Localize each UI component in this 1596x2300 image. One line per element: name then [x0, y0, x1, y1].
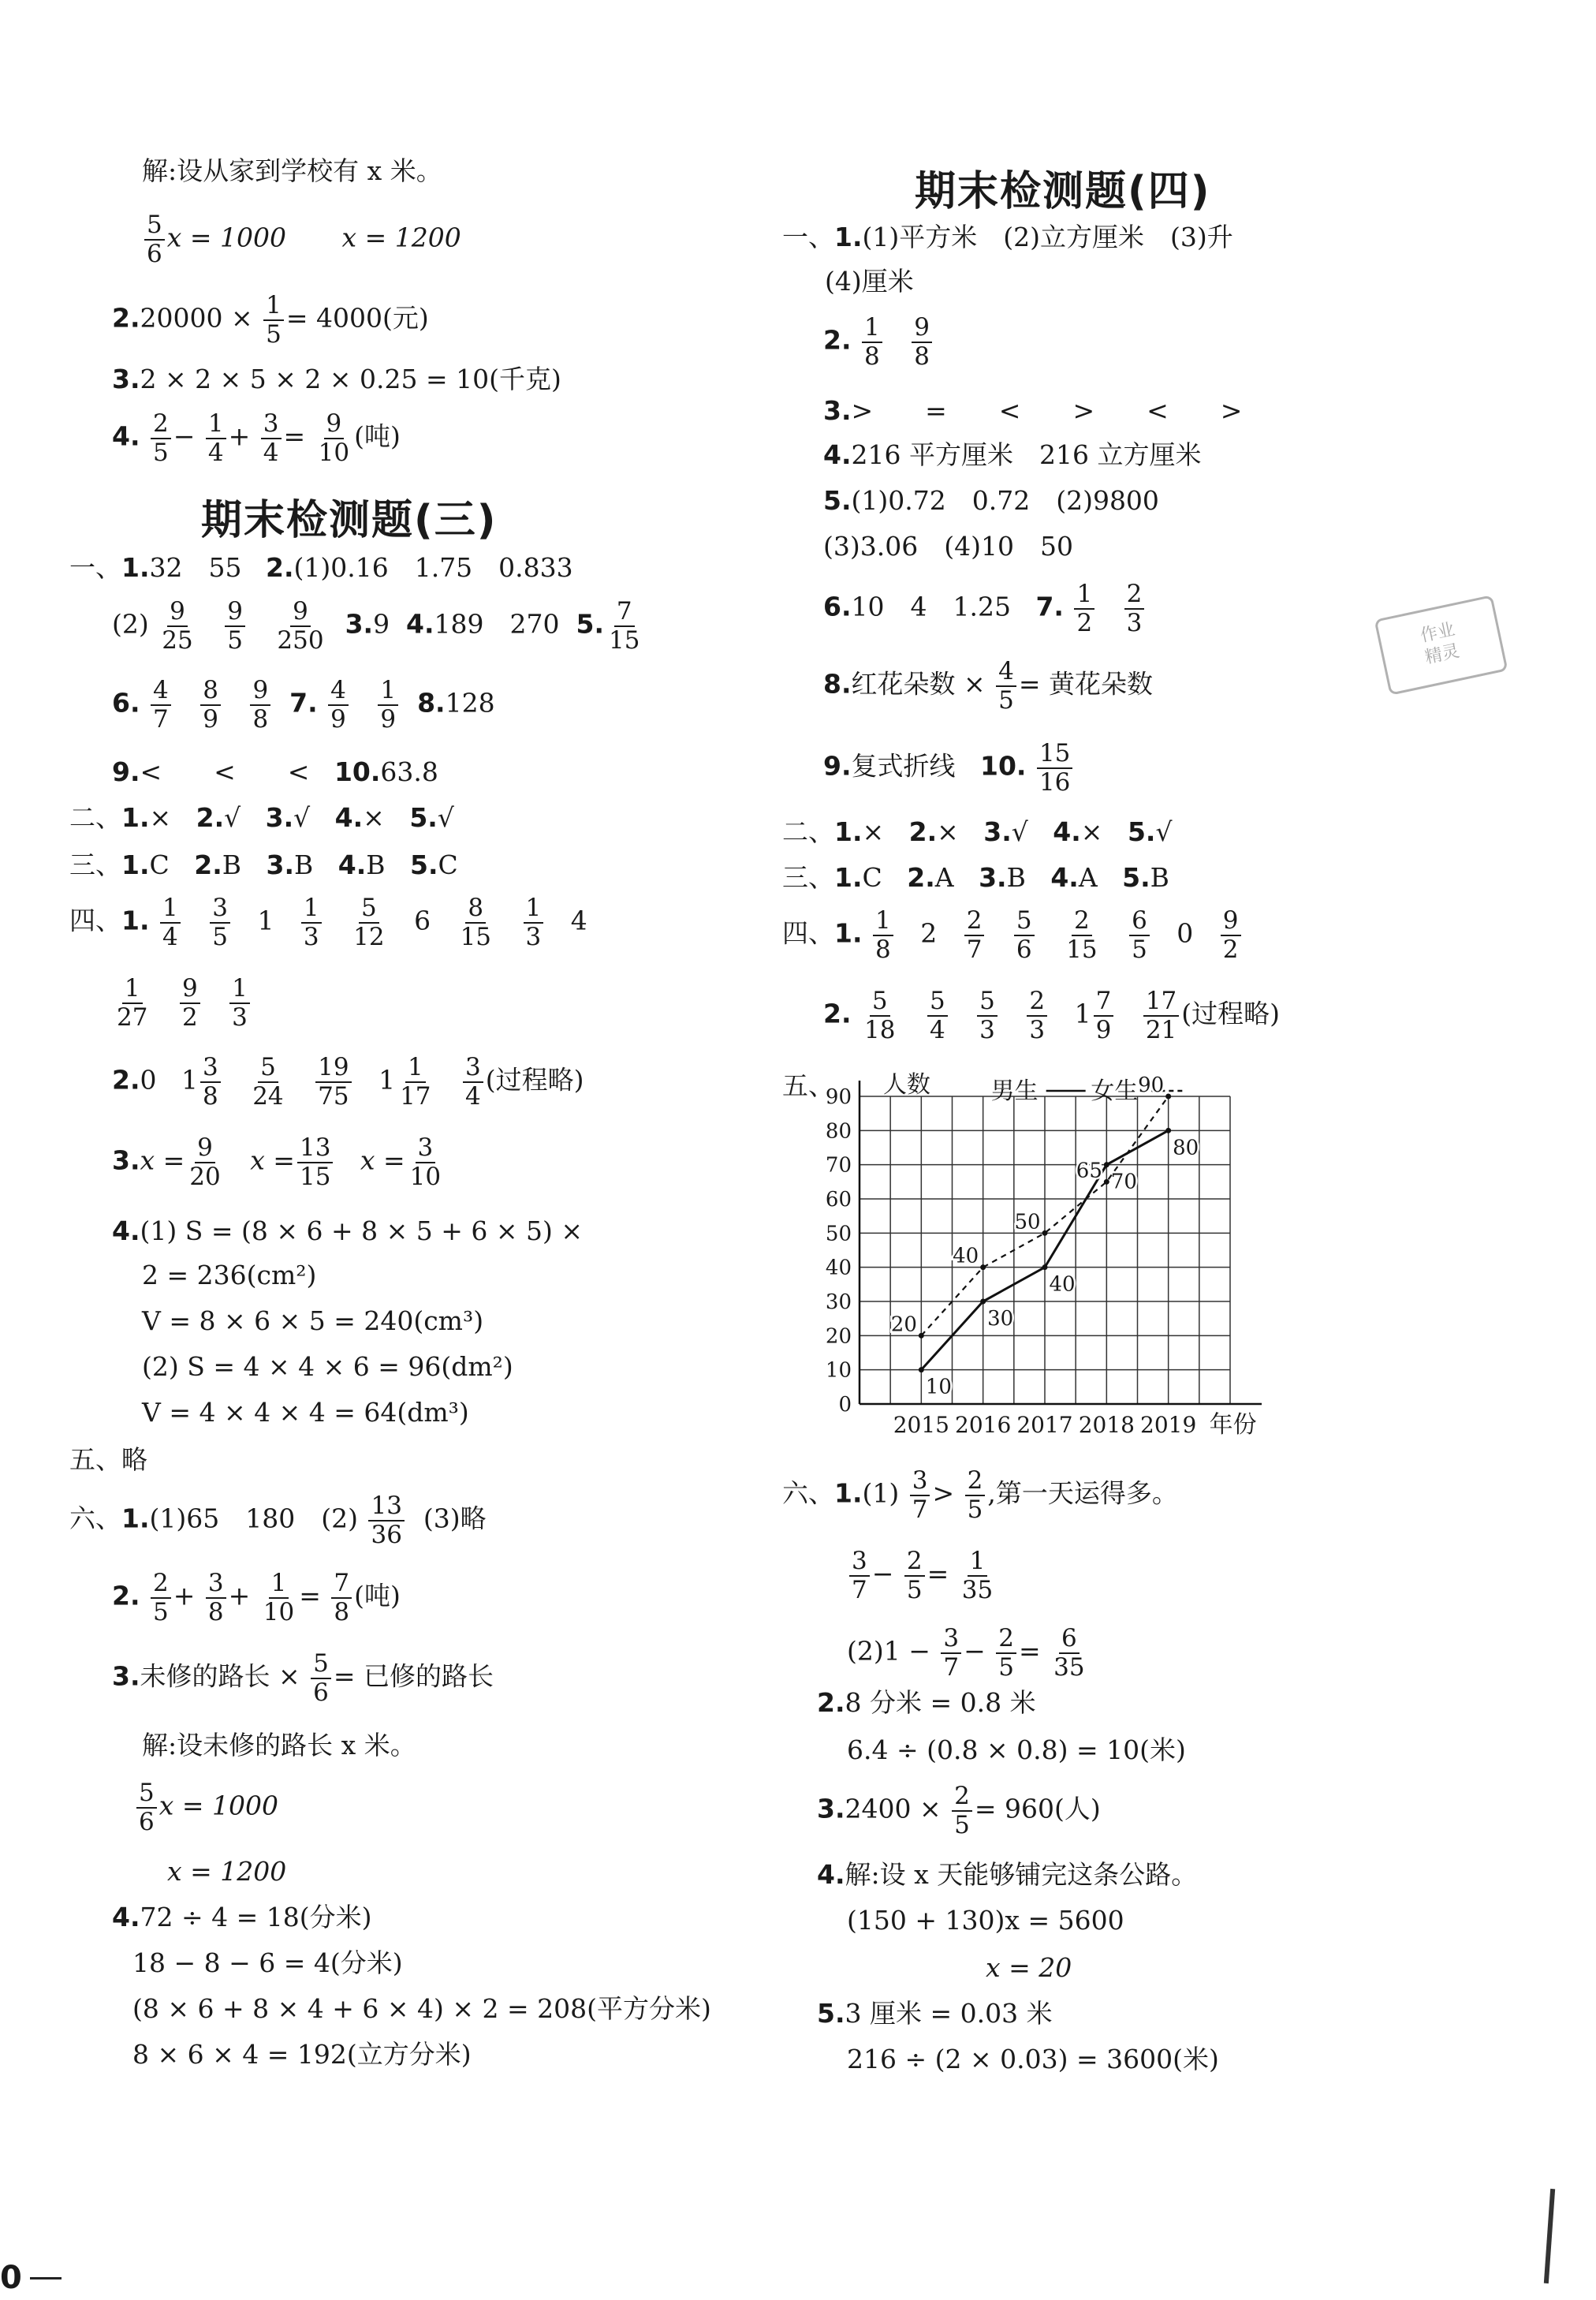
left-s4-line2: $\frac{1}{27}$ $\frac{9}{2}$ $\frac{1}{3}$ — [112, 975, 252, 1031]
data-point — [1104, 1162, 1109, 1167]
legend-male-label: 男生 — [990, 1077, 1039, 1105]
data-point — [1042, 1230, 1048, 1236]
right-s1-line3: 2. $\frac{1}{8}$ $\frac{9}{8}$ — [823, 314, 934, 370]
left-s3: 三、1.C 2.B 3.B 4.B 5.C — [69, 849, 458, 880]
right-s5-head: 五、 — [782, 1070, 834, 1101]
y-tick-label: 40 — [825, 1256, 852, 1280]
data-point — [1104, 1179, 1109, 1185]
left-s6-line6: x = 1200 — [167, 1856, 287, 1887]
data-point — [919, 1367, 924, 1372]
data-label: 40 — [953, 1244, 979, 1268]
data-point — [1165, 1094, 1171, 1100]
right-s1-line10: 9.复式折线 10. $\frac{15}{16}$ — [823, 740, 1075, 796]
x-tick-label: 2016 — [955, 1412, 1012, 1438]
x-tick-label: 2015 — [893, 1412, 949, 1438]
right-s1-line1: 一、1.(1)平方米 (2)立方厘米 (3)升 — [782, 222, 1233, 252]
x-axis-label: 年份 — [1209, 1411, 1257, 1439]
data-point — [1042, 1264, 1048, 1270]
left-q4: 4. $\frac{2}{5}$ − $\frac{1}{4}$ + $\frac{3}{4}$ = $\frac{9}{10}$ (吨) — [112, 409, 401, 467]
right-s4-line2: 2. $\frac{5}{18}$ $\frac{5}{4}$ $\frac{5}{3}$ $\frac{2}{3}$ 1 $\frac{7}{9}$ $\frac{17}{21}$ (过程略) — [823, 987, 1281, 1044]
data-point — [1165, 1128, 1171, 1133]
stamp-line1: 作业 — [1419, 619, 1457, 647]
left-s4-line4: 3.x = $\frac{9}{20}$ x = $\frac{13}{15}$ x = $\frac{3}{10}$ — [112, 1133, 442, 1191]
left-s6-line5: $\frac{5}{6}$ x = 1000 — [134, 1779, 278, 1835]
left-s1-line3: 6. $\frac{4}{7}$ $\frac{8}{9}$ $\frac{9}{8}$ 7. $\frac{4}{9}$ $\frac{1}{9}$ 8.128 — [112, 676, 495, 734]
x-tick-label: 2018 — [1078, 1412, 1135, 1438]
right-section-title: 期末检测题(四) — [915, 168, 1211, 215]
data-label: 90 — [1138, 1073, 1165, 1097]
right-s1-line9: 8.红花朵数 × $\frac{4}{5}$ = 黄花朵数 — [823, 657, 1154, 715]
left-s4-line6: 2 = 236(cm²) — [142, 1260, 317, 1290]
left-s6-line3: 3.未修的路长 × $\frac{5}{6}$ = 已修的路长 — [112, 1649, 494, 1707]
y-tick-label: 20 — [825, 1324, 852, 1349]
y-tick-label: 70 — [825, 1153, 852, 1178]
right-s1-line6: 5.(1)0.72 0.72 (2)9800 — [823, 485, 1159, 516]
homework-stamp-logo — [1367, 587, 1518, 708]
left-s6-line4: 解:设未修的路长 x 米。 — [142, 1730, 416, 1760]
right-s6-line6: 3.2400 × $\frac{2}{5}$ = 960(人) — [817, 1782, 1101, 1839]
left-section-title: 期末检测题(三) — [201, 497, 498, 544]
y-tick-label: 60 — [825, 1188, 852, 1212]
right-s1-line5: 4.216 平方厘米 216 立方厘米 — [823, 439, 1202, 470]
left-s6-line8: 18 − 8 − 6 = 4(分米) — [132, 1947, 403, 1978]
left-s2: 二、1.× 2.√ 3.√ 4.× 5.√ — [69, 802, 454, 833]
left-eq1: $\frac{5}{6}$ x = 1000 x = 1200 — [142, 211, 461, 267]
data-point — [980, 1264, 986, 1270]
data-label: 20 — [890, 1312, 917, 1337]
data-point — [919, 1333, 924, 1339]
right-s6-line7: 4.解:设 x 天能够铺完这条公路。 — [817, 1859, 1198, 1890]
y-tick-label: 30 — [825, 1290, 852, 1314]
y-tick-label: 0 — [838, 1393, 852, 1417]
left-q3: 3.2 × 2 × 5 × 2 × 0.25 = 10(千克) — [112, 364, 561, 394]
stamp-line2: 精灵 — [1423, 641, 1462, 668]
right-s6-line5: 6.4 ÷ (0.8 × 0.8) = 10(米) — [847, 1734, 1186, 1765]
page-number: 0 — [0, 2260, 22, 2296]
right-s6-line10: 5.3 厘米 = 0.03 米 — [817, 1998, 1053, 2029]
right-s3: 三、1.C 2.A 3.B 4.A 5.B — [782, 862, 1169, 893]
y-axis-label: 人数 — [883, 1071, 930, 1099]
left-s5: 五、略 — [69, 1444, 147, 1475]
left-s6-line1: 六、1.(1)65 180 (2) $\frac{13}{36}$ (3)略 — [69, 1492, 487, 1549]
right-s6-line11: 216 ÷ (2 × 0.03) = 3600(米) — [847, 2044, 1219, 2074]
x-tick-label: 2017 — [1016, 1412, 1073, 1438]
data-label: 65 — [1076, 1159, 1102, 1183]
y-tick-label: 80 — [825, 1119, 852, 1144]
left-s6-line7: 4.72 ÷ 4 = 18(分米) — [112, 1902, 372, 1932]
right-s2: 二、1.× 2.× 3.√ 4.× 5.√ — [782, 816, 1173, 847]
left-s4-line7: V = 8 × 6 × 5 = 240(cm³) — [142, 1305, 484, 1336]
right-s1-line7: (3)3.06 (4)10 50 — [823, 531, 1073, 562]
legend-female-label: 女生 — [1091, 1077, 1139, 1105]
page-number-rule — [30, 2277, 62, 2279]
left-s4-line8: (2) S = 4 × 4 × 6 = 96(dm²) — [142, 1351, 513, 1382]
data-point — [980, 1299, 986, 1305]
x-tick-label: 2019 — [1140, 1412, 1197, 1438]
left-s4-line1: 四、1. $\frac{1}{4}$ $\frac{3}{5}$ 1 $\frac{1}{3}$ $\frac{5}{12}$ 6 $\frac{8}{15}$ $\frac{1}{3}$ 4 — [69, 894, 587, 951]
left-s1-line4: 9.< < < 10.63.8 — [112, 756, 438, 787]
data-label: 10 — [925, 1375, 952, 1399]
left-s6-line10: 8 × 6 × 4 = 192(立方分米) — [132, 2039, 472, 2070]
data-label: 30 — [987, 1307, 1014, 1331]
left-s1-line1: 一、1.32 55 2.(1)0.16 1.75 0.833 — [69, 552, 573, 583]
right-s6-line8: (150 + 130)x = 5600 — [847, 1905, 1124, 1936]
y-tick-label: 10 — [825, 1358, 852, 1383]
left-intro: 解:设从家到学校有 x 米。 — [142, 155, 442, 186]
data-label: 70 — [1110, 1170, 1137, 1194]
left-s4-line9: V = 4 × 4 × 4 = 64(dm³) — [142, 1397, 469, 1428]
left-s6-line2: 2. $\frac{2}{5}$ + $\frac{3}{8}$ + $\frac{1}{10}$ = $\frac{7}{8}$ (吨) — [112, 1569, 401, 1626]
line-chart — [777, 1069, 1313, 1439]
scan-edge-mark — [1544, 2189, 1555, 2283]
right-s4-line1: 四、1. $\frac{1}{8}$ 2 $\frac{2}{7}$ $\frac{5}{6}$ $\frac{2}{15}$ $\frac{6}{5}$ 0 $\frac{9}{2}$ — [782, 907, 1244, 963]
data-label: 50 — [1014, 1210, 1041, 1234]
data-label: 80 — [1173, 1136, 1199, 1160]
right-s6-line4: 2.8 分米 = 0.8 米 — [817, 1687, 1036, 1718]
right-s6-line1: 六、1.(1) $\frac{3}{7}$ > $\frac{2}{5}$ ,第一天运得多。 — [782, 1466, 1178, 1524]
left-s1-line2: (2) $\frac{9}{25}$ $\frac{9}{5}$ $\frac{9}{250}$ 3.9 4.189 270 5. $\frac{7}{15}$ — [112, 597, 640, 655]
data-label: 40 — [1049, 1272, 1076, 1297]
left-q2: 2.20000 × $\frac{1}{5}$ = 4000(元) — [112, 291, 429, 349]
right-s6-line9: x = 20 — [986, 1952, 1072, 1983]
right-s6-line3: (2)1 − $\frac{3}{7}$ − $\frac{2}{5}$ = $\frac{6}{35}$ — [847, 1624, 1085, 1682]
y-tick-label: 50 — [825, 1222, 852, 1246]
y-tick-label: 90 — [825, 1085, 852, 1109]
left-s4-line3: 2.0 1 $\frac{3}{8}$ $\frac{5}{24}$ $\frac{19}{75}$ 1 $\frac{1}{17}$ $\frac{3}{4}$ (过程略) — [112, 1053, 584, 1111]
right-s1-line2: (4)厘米 — [825, 266, 914, 297]
right-s1-line4: 3.> = < > < > — [823, 395, 1243, 426]
left-s6-line9: (8 × 6 + 8 × 4 + 6 × 4) × 2 = 208(平方分米) — [132, 1993, 711, 2024]
left-s4-line5: 4.(1) S = (8 × 6 + 8 × 5 + 6 × 5) × — [112, 1215, 583, 1246]
right-s6-line2: $\frac{3}{7}$ − $\frac{2}{5}$ = $\frac{1}{35}$ — [847, 1548, 998, 1604]
right-s1-line8: 6.10 4 1.25 7. $\frac{1}{2}$ $\frac{2}{3}$ — [823, 581, 1147, 637]
